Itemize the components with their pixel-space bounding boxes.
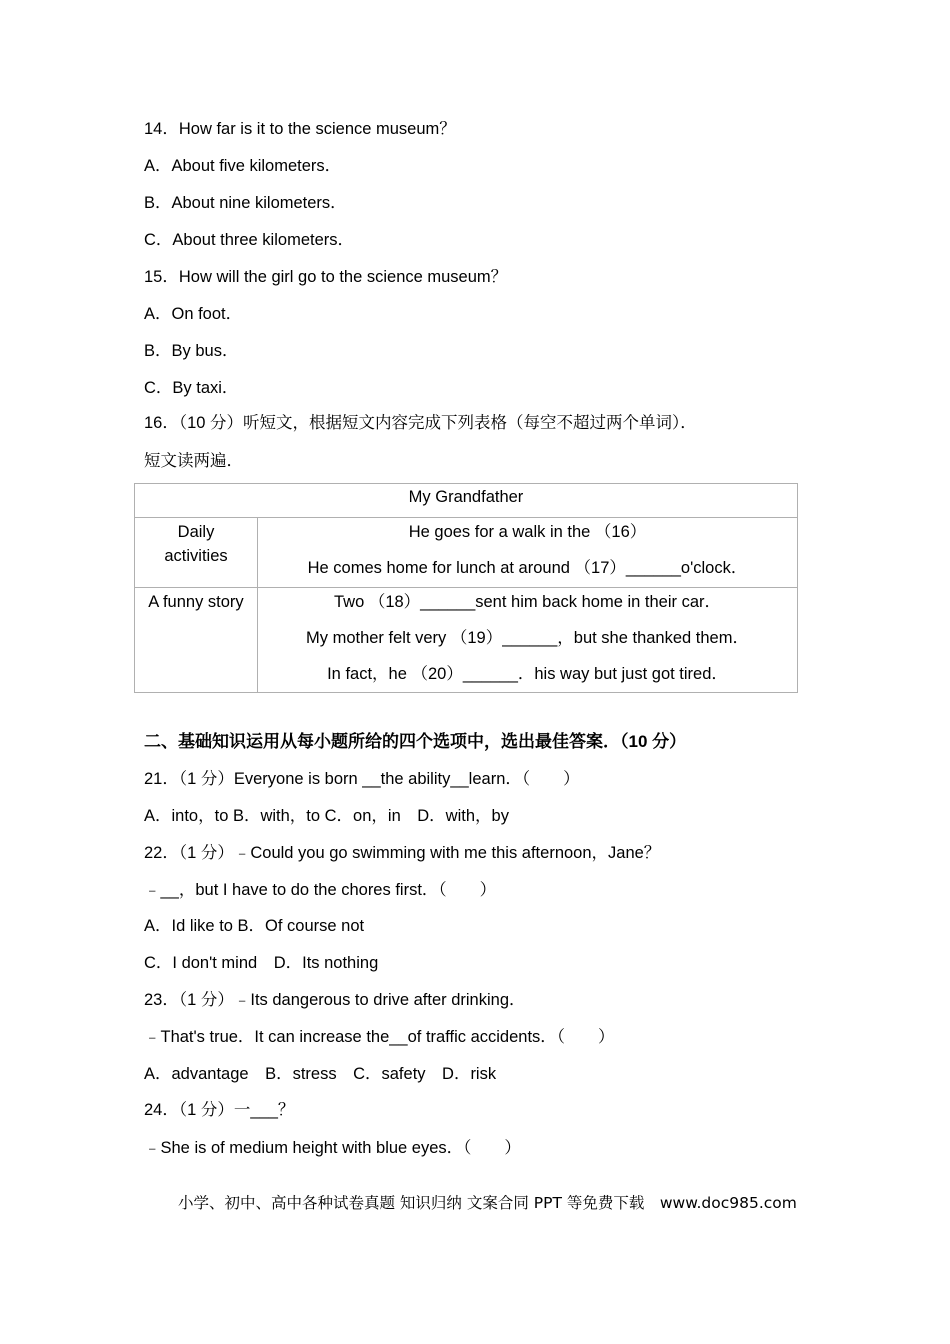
q14-question: 14．How far is it to the science museum？ — [144, 120, 456, 138]
grandfather-table — [134, 483, 798, 693]
q23-response: ﹣That's true．It can increase the__of traffic accidents．（ ） — [144, 1028, 615, 1046]
q16-question: 16．（10 分）听短文，根据短文内容完成下列表格（每空不超过两个单词）． — [144, 414, 697, 432]
table-line-20: In fact，he （20）______．his way but just got tired． — [327, 665, 728, 683]
q15-question: 15．How will the girl go to the science museum？ — [144, 268, 508, 286]
row-label-funny: A funny story — [135, 588, 258, 693]
q14-option-b: B．About nine kilometers． — [144, 194, 347, 212]
q22-question: 22．（1 分）﹣Could you go swimming with me this afternoon，Jane？ — [144, 844, 661, 862]
q24-question: 24．（1 分）一___？ — [144, 1101, 295, 1119]
q21-options: A．into，to B．with，to C．on，in D．with，by — [144, 807, 509, 825]
table-line-19: My mother felt very （19）______，but she thanked them． — [306, 629, 749, 647]
q22-options-1: A．Id like to B．Of course not — [144, 917, 365, 935]
row-funny-content — [258, 588, 798, 693]
page-footer: 小学、初中、高中各种试卷真题 知识归纳 文案合同 PPT 等免费下载 www.doc985.com — [178, 1194, 797, 1212]
row-daily-content — [258, 518, 798, 588]
table-caption: My Grandfather — [135, 484, 798, 518]
q14-option-c: C．About three kilometers． — [144, 231, 354, 249]
q15-option-c: C．By taxi． — [144, 379, 239, 397]
q14-option-a: A．About five kilometers． — [144, 157, 342, 175]
q22-response: ﹣__，but I have to do the chores first．（ ） — [144, 881, 497, 899]
q15-option-b: B．By bus． — [144, 342, 239, 360]
q24-response: ﹣She is of medium height with blue eyes．（ ） — [144, 1139, 521, 1157]
q16-instruction: 短文读两遍． — [144, 452, 243, 470]
q23-options: A．advantage B．stress C．safety D．risk — [144, 1065, 497, 1083]
q15-option-a: A．On foot． — [144, 305, 243, 323]
section-2-heading: 二、基础知识运用从每小题所给的四个选项中，选出最佳答案．（10 分） — [144, 732, 687, 751]
table-line-16: He goes for a walk in the （16） — [408, 523, 647, 541]
table-line-18: Two （18）______sent him back home in their car． — [333, 593, 722, 611]
table-line-17: He comes home for lunch at around （17）______o'clock． — [307, 559, 748, 577]
q21-question: 21．（1 分）Everyone is born __the ability__learn．（ ） — [144, 770, 580, 788]
row-label-daily: Daily activities — [135, 518, 258, 588]
q23-question: 23．（1 分）﹣Its dangerous to drive after drinking． — [144, 991, 526, 1009]
q22-options-2: C．I don't mind D．Its nothing — [144, 954, 379, 972]
